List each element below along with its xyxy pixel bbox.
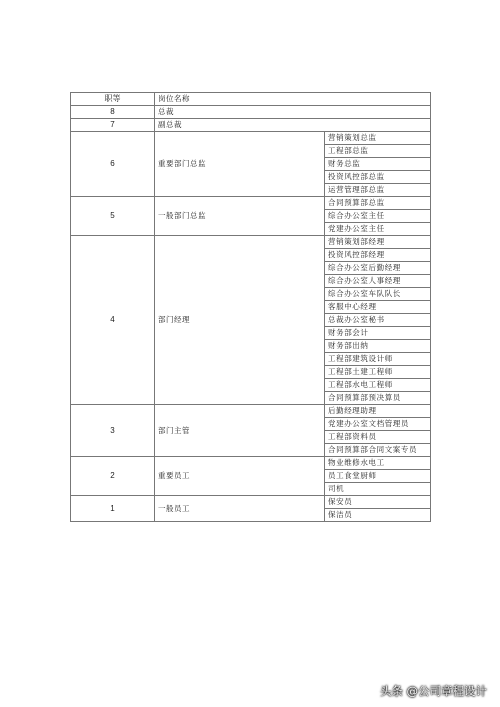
position-name-cell: 副总裁 — [155, 119, 431, 132]
position-cell: 财务部会计 — [325, 327, 431, 340]
position-cell: 投资风控部总监 — [325, 171, 431, 184]
position-cell: 工程部建筑设计师 — [325, 353, 431, 366]
grade-cell: 3 — [71, 405, 155, 457]
grade-cell: 4 — [71, 236, 155, 405]
position-name-cell: 总裁 — [155, 106, 431, 119]
position-cell: 运营管理部总监 — [325, 184, 431, 197]
grade-cell: 1 — [71, 496, 155, 522]
position-cell: 工程部土建工程师 — [325, 366, 431, 379]
grade-cell: 7 — [71, 119, 155, 132]
grade-header: 职等 — [71, 93, 155, 106]
position-cell: 综合办公室主任 — [325, 210, 431, 223]
position-cell: 保洁员 — [325, 509, 431, 522]
position-cell: 综合办公室后勤经理 — [325, 262, 431, 275]
position-cell: 党建办公室文档管理员 — [325, 418, 431, 431]
position-cell: 投资风控部经理 — [325, 249, 431, 262]
grade-cell: 6 — [71, 132, 155, 197]
position-cell: 合同预算部合同文案专员 — [325, 444, 431, 457]
position-cell: 总裁办公室秘书 — [325, 314, 431, 327]
table-row — [71, 496, 431, 509]
table-row — [71, 457, 431, 470]
grade-group-name-cell: 部门主管 — [155, 405, 325, 457]
grade-group-name-cell: 重要员工 — [155, 457, 325, 496]
position-cell: 综合办公室人事经理 — [325, 275, 431, 288]
grade-group-name-cell: 一般部门总监 — [155, 197, 325, 236]
table-header-row — [71, 93, 431, 106]
position-cell: 合同预算部总监 — [325, 197, 431, 210]
position-cell: 后勤经理助理 — [325, 405, 431, 418]
table-row — [71, 132, 431, 145]
position-cell: 工程部水电工程师 — [325, 379, 431, 392]
position-cell: 财务总监 — [325, 158, 431, 171]
watermark-text: 头条 @公司章程设计 — [379, 684, 487, 698]
grade-cell: 2 — [71, 457, 155, 496]
position-cell: 营销策划部经理 — [325, 236, 431, 249]
table-row — [71, 119, 431, 132]
grade-cell: 5 — [71, 197, 155, 236]
table-row — [71, 236, 431, 249]
position-cell: 工程部总监 — [325, 145, 431, 158]
position-cell: 营销策划总监 — [325, 132, 431, 145]
position-cell: 合同预算部预决算员 — [325, 392, 431, 405]
table-body — [71, 93, 431, 522]
grade-group-name-cell: 一般员工 — [155, 496, 325, 522]
grade-group-name-cell: 重要部门总监 — [155, 132, 325, 197]
position-cell: 保安员 — [325, 496, 431, 509]
grade-group-name-cell: 部门经理 — [155, 236, 325, 405]
position-name-header: 岗位名称 — [155, 93, 431, 106]
position-cell: 党建办公室主任 — [325, 223, 431, 236]
position-cell: 员工食堂厨师 — [325, 470, 431, 483]
table-row — [71, 405, 431, 418]
grade-cell: 8 — [71, 106, 155, 119]
position-cell: 财务部出纳 — [325, 340, 431, 353]
position-cell: 客服中心经理 — [325, 301, 431, 314]
position-cell: 物业维修水电工 — [325, 457, 431, 470]
table-row — [71, 197, 431, 210]
position-cell: 工程部资料员 — [325, 431, 431, 444]
position-cell: 综合办公室车队队长 — [325, 288, 431, 301]
table-row — [71, 106, 431, 119]
position-cell: 司机 — [325, 483, 431, 496]
position-grade-table — [70, 92, 431, 522]
